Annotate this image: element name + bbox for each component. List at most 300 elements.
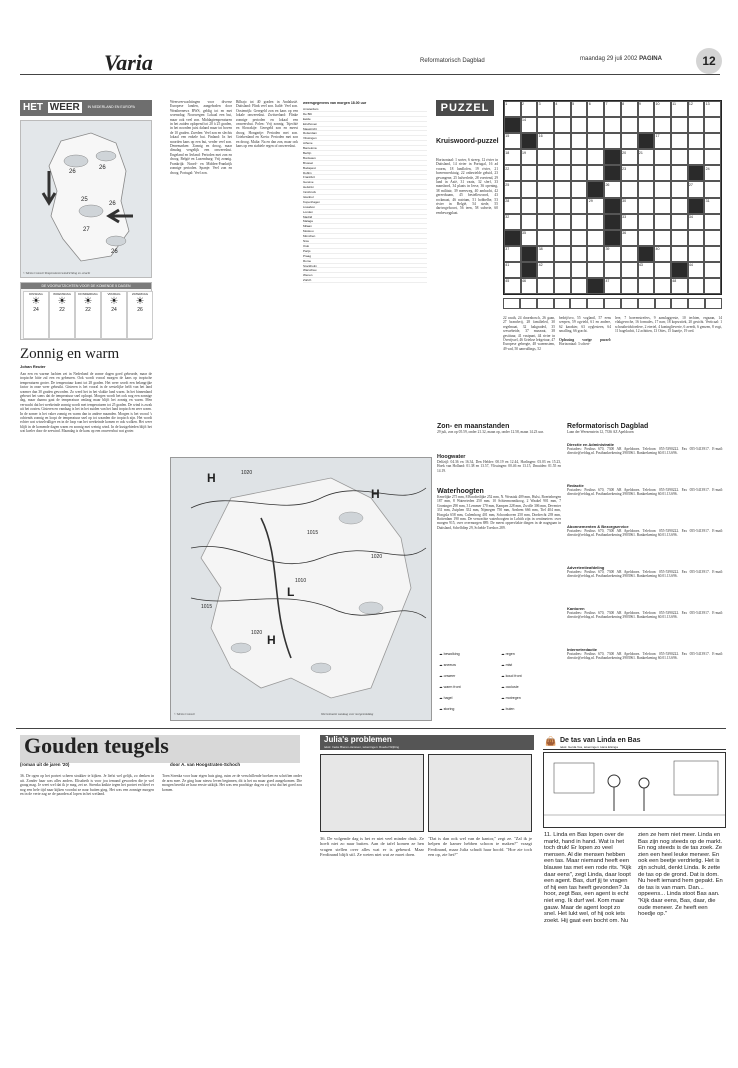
- table-cell: [407, 161, 427, 165]
- crossword-cell[interactable]: 19: [521, 149, 538, 165]
- city-name: Bordeaux: [303, 155, 316, 160]
- table-cell: [347, 195, 367, 199]
- weather-article-col2: Weersverwachtingen voor diverse Europese landen, aangeboden door Weathernews BWS, geldig tot en met woensdag: Noorwegen: Lokaal een bui, maar ook veel zon. Middagtemperaturen in het zuiden oplopend tot 20 à 25 graden, in het noorden juist daland maar tot boven de 10 graden. Zweden: Veel zon en slechts lokaal een enkele bui. Finland: In het noorden kans op een bui, verder veel zon. Denemarken: Zonnig en droog, maar dinsdag vergelijk een onweersbui. Engeland en Ierland: Perioden met zon en droog. België en Luxemburg: Vrij zonnig. Frankrijk: Noord- en Midden-Frankrijk zonnige perioden. Spanje: Veel zon en droog. Portugal: Veel zon.: [170, 100, 232, 175]
- crossword-cell[interactable]: 37: [504, 246, 521, 262]
- high-pressure-label: H: [371, 487, 380, 501]
- crossword-cell[interactable]: [638, 181, 655, 197]
- crossword-cell[interactable]: 36: [621, 230, 638, 246]
- crossword-cell[interactable]: [621, 246, 638, 262]
- crossword-cell[interactable]: 31: [704, 198, 721, 214]
- solution-cell[interactable]: [604, 298, 621, 309]
- crossword-cell[interactable]: [571, 133, 588, 149]
- table-cell: [367, 239, 387, 243]
- city-name: Stockholm: [303, 263, 318, 268]
- city-name: Barcelona: [303, 146, 317, 151]
- weather-symbol-icon: ☁: [439, 652, 444, 656]
- crossword-cell[interactable]: 27: [688, 181, 705, 197]
- crossword-cell[interactable]: [587, 181, 604, 197]
- city-name: Lissabon: [303, 204, 316, 209]
- legend-label: mist: [505, 663, 513, 667]
- crossword-cell[interactable]: 28: [504, 198, 521, 214]
- crossword-cell[interactable]: 2: [521, 101, 538, 117]
- table-cell: [367, 234, 387, 238]
- crossword-cell[interactable]: [521, 246, 538, 262]
- crossword-cell[interactable]: [688, 230, 705, 246]
- colophon-title: Reformatorisch Dagblad: [567, 423, 649, 430]
- crossword-cell[interactable]: 1: [504, 101, 521, 117]
- table-cell: [347, 234, 367, 238]
- table-cell: [407, 146, 427, 150]
- crossword-cell[interactable]: [571, 149, 588, 165]
- table-cell: [347, 244, 367, 248]
- crossword-cell[interactable]: 42: [537, 262, 554, 278]
- crossword-cell[interactable]: 21: [638, 149, 655, 165]
- table-cell: [407, 278, 427, 282]
- crossword-cell[interactable]: [704, 133, 721, 149]
- crossword-cell[interactable]: [654, 149, 671, 165]
- crossword-cell[interactable]: [554, 262, 571, 278]
- table-cell: [387, 136, 407, 140]
- crossword-cell[interactable]: [621, 133, 638, 149]
- page-number-badge: 12: [696, 48, 722, 74]
- crossword-cell[interactable]: 45: [504, 278, 521, 294]
- crossword-cell[interactable]: [638, 117, 655, 133]
- crossword-cell[interactable]: [654, 181, 671, 197]
- crossword-cell[interactable]: 25: [504, 181, 521, 197]
- table-cell: [347, 278, 367, 282]
- table-cell: [347, 131, 367, 135]
- solution-cell[interactable]: [638, 298, 655, 309]
- crossword-cell[interactable]: 6: [587, 101, 604, 117]
- crossword-cell[interactable]: [554, 133, 571, 149]
- crossword-cell[interactable]: [521, 133, 538, 149]
- crossword-cell[interactable]: 22: [504, 165, 521, 181]
- table-cell: [387, 127, 407, 131]
- crossword-cell[interactable]: 39: [604, 246, 621, 262]
- table-cell: [387, 117, 407, 121]
- crossword-cell[interactable]: [504, 117, 521, 133]
- crossword-cell[interactable]: 24: [704, 165, 721, 181]
- crossword-cell[interactable]: [521, 262, 538, 278]
- table-cell: [407, 156, 427, 160]
- crossword-cell[interactable]: [704, 278, 721, 294]
- city-name: Maastricht: [303, 126, 317, 131]
- table-cell: [367, 205, 387, 209]
- crossword-cell[interactable]: 20: [621, 149, 638, 165]
- crossword-cell[interactable]: [671, 214, 688, 230]
- serial-title: Gouden teugels: [24, 733, 169, 758]
- crossword-cell[interactable]: [671, 198, 688, 214]
- crossword-cell[interactable]: [671, 262, 688, 278]
- crossword-cell[interactable]: [587, 278, 604, 294]
- crossword-cell[interactable]: [571, 165, 588, 181]
- crossword-cell[interactable]: [537, 149, 554, 165]
- forecast-day-label: DINSDAG: [29, 292, 43, 296]
- crossword-cell[interactable]: [638, 165, 655, 181]
- table-cell: [347, 161, 367, 165]
- table-cell: [387, 268, 407, 272]
- crossword-cell[interactable]: [638, 214, 655, 230]
- crossword-cell[interactable]: 43: [638, 262, 655, 278]
- table-cell: [407, 175, 427, 179]
- table-cell: [407, 131, 427, 135]
- table-cell: [407, 190, 427, 194]
- crossword-cell[interactable]: [654, 278, 671, 294]
- crossword-cell[interactable]: [604, 198, 621, 214]
- sun-moon-text: 29 juli, zon op 05.59, onder 21.32, maan op, onder 12.58, maan 14.23 uur.: [437, 430, 544, 434]
- crossword-cell[interactable]: 7: [604, 101, 621, 117]
- table-cell: [367, 156, 387, 160]
- crossword-cell[interactable]: [521, 214, 538, 230]
- solution-cell[interactable]: [520, 298, 537, 309]
- solution-cell[interactable]: [705, 298, 722, 309]
- forecast-temp: 22: [85, 307, 91, 313]
- crossword-cell[interactable]: [604, 230, 621, 246]
- crossword-cell[interactable]: [638, 246, 655, 262]
- solution-cell[interactable]: [621, 298, 638, 309]
- crossword-grid[interactable]: [503, 100, 722, 295]
- crossword-cell[interactable]: [654, 117, 671, 133]
- puzzle-clues-col3: bedrijfsvo, 55 voglantl, 57 eens werpen, 59 ogvield, 61 en andere, 62 karakter, 63 oyglesteen, 64 smalling, 66 gracht. Oplossing vorige puzzel: Horizontaal: 3 schert-: [559, 316, 611, 347]
- crossword-cell[interactable]: [554, 181, 571, 197]
- crossword-cell[interactable]: [654, 214, 671, 230]
- table-cell: [407, 268, 427, 272]
- crossword-cell[interactable]: [688, 133, 705, 149]
- crossword-cell[interactable]: [621, 278, 638, 294]
- crossword-cell[interactable]: 13: [704, 101, 721, 117]
- table-cell: [387, 131, 407, 135]
- europe-map-graphic: [171, 458, 431, 720]
- linda-title: De tas van Linda en Bas: [560, 737, 641, 744]
- forecast-temp: 22: [59, 307, 65, 313]
- julia-subtitle: tekst: Ineke Bieren-Janssen, tekeningen: Ruedel Wijtling: [320, 745, 534, 750]
- legend-item: [439, 663, 456, 667]
- table-cell: [347, 200, 367, 204]
- weather-logo: [20, 100, 152, 116]
- table-cell: [367, 131, 387, 135]
- crossword-cell[interactable]: [704, 117, 721, 133]
- crossword-cell[interactable]: [654, 230, 671, 246]
- legend-label: hagel: [443, 696, 453, 700]
- weather-symbol-icon: ☁: [501, 685, 506, 689]
- crossword-cell[interactable]: [537, 117, 554, 133]
- crossword-cell[interactable]: [688, 246, 705, 262]
- crossword-cell[interactable]: [638, 230, 655, 246]
- legend-label: buien: [505, 707, 515, 711]
- crossword-cell[interactable]: [621, 262, 638, 278]
- crossword-cell[interactable]: [571, 262, 588, 278]
- crossword-cell[interactable]: [571, 117, 588, 133]
- crossword-cell[interactable]: 17: [654, 133, 671, 149]
- crossword-cell[interactable]: [537, 278, 554, 294]
- crossword-cell[interactable]: [604, 165, 621, 181]
- table-cell: [407, 254, 427, 258]
- crossword-cell[interactable]: [638, 198, 655, 214]
- legend-item: [501, 685, 519, 689]
- crossword-cell[interactable]: 18: [504, 149, 521, 165]
- crossword-cell[interactable]: [654, 198, 671, 214]
- crossword-cell[interactable]: [688, 149, 705, 165]
- city-name: Amsterdam: [303, 107, 319, 111]
- crossword-cell[interactable]: [587, 133, 604, 149]
- table-cell: [387, 239, 407, 243]
- crossword-cell[interactable]: [688, 165, 705, 181]
- weather-symbol-icon: ☁: [501, 674, 506, 678]
- map-temp: 27: [83, 227, 90, 233]
- table-cell: [367, 264, 387, 268]
- crossword-cell[interactable]: [604, 117, 621, 133]
- weather-headline: Zonnig en warm: [20, 346, 120, 362]
- table-cell: [367, 195, 387, 199]
- crossword-cell[interactable]: [571, 278, 588, 294]
- julia-comic-panel: [320, 754, 424, 832]
- isobar-value: 1020: [371, 554, 383, 560]
- crossword-cell[interactable]: [537, 198, 554, 214]
- table-cell: [407, 141, 427, 145]
- table-cell: [407, 215, 427, 219]
- weather-symbol-icon: ☁: [439, 696, 444, 700]
- crossword-cell[interactable]: 16: [537, 133, 554, 149]
- table-cell: [367, 185, 387, 189]
- weather-article-col3: Bilbajo tot 40 graden in Andalusië. Duitsland: Flink veel zon. Italië: Veel zon. Oostenrijk: Geregeld zon en kans op een lokale onweersbui. Zwitserland: Flinke zonnige perioden en lokaal een onweersbui. Polen: Vrij zonnig. Tsjechië en Slowakije: Geregeld zon en meest droog. Hongarije: Perioden met zon. Griekenland en Kreta: Perioden met zon en droog. Malta: Na en dan zon, maar ook kans op een stabiele regen of onweersbui.: [236, 100, 298, 149]
- crossword-cell[interactable]: 10: [654, 101, 671, 117]
- table-cell: [387, 161, 407, 165]
- weather-symbol-icon: ☁: [439, 674, 444, 678]
- crossword-cell[interactable]: [671, 149, 688, 165]
- solution-cell[interactable]: [655, 298, 672, 309]
- colophon-section-text: Postadres: Postbus 670, 7300 AR Apeldoorn. Telefoon: 055-5390222. Fax 055-5413917. E-mail: directie@refdag.nl. Postbankrekening 3903961. Bankrekening 60.01.13.696.: [567, 447, 723, 456]
- crossword-cell[interactable]: [587, 117, 604, 133]
- city-name: Budapest: [303, 165, 316, 170]
- table-cell: [347, 136, 367, 140]
- table-cell: [407, 136, 427, 140]
- crossword-cell[interactable]: [654, 262, 671, 278]
- crossword-cell[interactable]: 48: [671, 278, 688, 294]
- crossword-cell[interactable]: 12: [688, 101, 705, 117]
- legend-label: warm front: [443, 685, 461, 689]
- crossword-cell[interactable]: 47: [604, 278, 621, 294]
- table-cell: [367, 244, 387, 248]
- crossword-cell[interactable]: [554, 214, 571, 230]
- crossword-cell[interactable]: 38: [537, 246, 554, 262]
- crossword-cell[interactable]: [671, 117, 688, 133]
- table-cell: [347, 215, 367, 219]
- city-name: Milaan: [303, 224, 312, 229]
- crossword-cell[interactable]: [671, 246, 688, 262]
- table-cell: [367, 273, 387, 277]
- city-name: Madrid: [303, 214, 313, 219]
- crossword-cell[interactable]: [604, 214, 621, 230]
- crossword-cell[interactable]: [688, 278, 705, 294]
- crossword-cell[interactable]: [587, 230, 604, 246]
- table-cell: [367, 268, 387, 272]
- linda-text-col2: zien ze hem niet meer. Linda en Bas zijn nog steeds op de markt. En nog steeds is de tas zoek. Ze zien een heel leuke meneer. En ook een beetje verdrietig. Het is zijn schuld, denkt Linda. Ik zette de tas op de grond. Dat is dom. Nu heeft iemand hem gepakt. En de tas is van mam. Dan... oppeens... Linda stoot Bas aan. "Kijk daar eens, Bas, daar, die oude meneer. Ze heeft een hoedje op.": [638, 832, 723, 918]
- solution-cell[interactable]: [537, 298, 554, 309]
- crossword-cell[interactable]: [704, 181, 721, 197]
- crossword-cell[interactable]: 15: [504, 133, 521, 149]
- table-cell: [347, 268, 367, 272]
- table-cell: [387, 244, 407, 248]
- solution-cell[interactable]: [503, 298, 520, 309]
- hoogwater-text: Delfzijl: 04.36 en 16.34, Den Helder: 00.19 en 12.44, Harlingen: 03.03 en 15.23, Hoek van Holland: 01.38 en 13.57, Vlissingen: 00.46 en 13.15, IJmuiden: 01.55 en 14.19.: [437, 460, 561, 473]
- solution-cell[interactable]: [554, 298, 571, 309]
- table-cell: [367, 146, 387, 150]
- table-cell: [367, 127, 387, 131]
- crossword-cell[interactable]: [587, 165, 604, 181]
- crossword-cell[interactable]: [688, 198, 705, 214]
- table-cell: [387, 224, 407, 228]
- crossword-cell[interactable]: [654, 165, 671, 181]
- crossword-cell[interactable]: [671, 133, 688, 149]
- colophon-section-title: Redactie: [567, 483, 584, 488]
- crossword-cell[interactable]: 23: [621, 165, 638, 181]
- table-cell: [387, 215, 407, 219]
- tide-title: Waterhoogten: [437, 488, 484, 495]
- city-name: Wenen: [303, 273, 313, 278]
- crossword-cell[interactable]: [604, 262, 621, 278]
- table-cell: [347, 185, 367, 189]
- solution-cell[interactable]: [688, 298, 705, 309]
- crossword-cell[interactable]: 41: [504, 262, 521, 278]
- crossword-cell[interactable]: [554, 165, 571, 181]
- crossword-cell[interactable]: 46: [521, 278, 538, 294]
- crossword-cell[interactable]: 35: [521, 230, 538, 246]
- crossword-cell[interactable]: 11: [671, 101, 688, 117]
- crossword-cell[interactable]: [571, 246, 588, 262]
- city-name: Moskou: [303, 229, 314, 234]
- julia-banner: Julia's problemen: [320, 735, 534, 749]
- crossword-cell[interactable]: [521, 165, 538, 181]
- city-name: Berlijn: [303, 151, 312, 155]
- solution-cell[interactable]: [671, 298, 688, 309]
- map-temp: 26: [109, 201, 116, 207]
- crossword-cell[interactable]: [571, 181, 588, 197]
- table-cell: [347, 254, 367, 258]
- crossword-cell[interactable]: 40: [654, 246, 671, 262]
- crossword-cell[interactable]: [704, 230, 721, 246]
- city-name: De Bilt: [303, 111, 312, 116]
- crossword-cell[interactable]: [537, 230, 554, 246]
- crossword-cell[interactable]: [638, 133, 655, 149]
- weather-logo-sub: IN NEDERLAND EN EUROPA: [87, 105, 135, 110]
- colophon-section-text: Postadres: Postbus 670, 7300 AR Apeldoorn. Telefoon: 055-5390222. Fax 055-5413917. E-mail: directie@refdag.nl. Postbankrekening 3903961. Bankrekening 60.01.13.696.: [567, 529, 723, 538]
- crossword-cell[interactable]: 32: [504, 214, 521, 230]
- table-cell: [407, 205, 427, 209]
- crossword-cell[interactable]: [621, 117, 638, 133]
- crossword-cell[interactable]: [571, 230, 588, 246]
- crossword-cell[interactable]: [688, 117, 705, 133]
- crossword-cell[interactable]: 34: [688, 214, 705, 230]
- crossword-cell[interactable]: [621, 181, 638, 197]
- crossword-cell[interactable]: [554, 246, 571, 262]
- crossword-cell[interactable]: [571, 214, 588, 230]
- crossword-cell[interactable]: [504, 230, 521, 246]
- crossword-cell[interactable]: [587, 149, 604, 165]
- crossword-cell[interactable]: [604, 149, 621, 165]
- table-cell: [407, 195, 427, 199]
- crossword-cell[interactable]: 3: [537, 101, 554, 117]
- forecast-day: [127, 291, 153, 339]
- crossword-cell[interactable]: 8: [621, 101, 638, 117]
- map-temp: 26: [111, 249, 118, 255]
- crossword-cell[interactable]: [671, 230, 688, 246]
- table-cell: [387, 141, 407, 145]
- crossword-cell[interactable]: [554, 198, 571, 214]
- crossword-cell[interactable]: [521, 181, 538, 197]
- isobar-value: 1015: [307, 530, 319, 536]
- crossword-cell[interactable]: 5: [571, 101, 588, 117]
- crossword-cell[interactable]: [704, 214, 721, 230]
- solution-cell[interactable]: [587, 298, 604, 309]
- table-cell: [407, 166, 427, 170]
- crossword-cell[interactable]: [537, 165, 554, 181]
- serial-col1: 36. De ogen op het portret scheen strakker te kijken. Je liefst wel gelijk, zo denken in uit. Zonder haar was alles anders. Elisabeth is voor jou iemand geworden die je wel graag mag. Je weet wel dat ik je mag, zei ze. Strenka knikte tegen het portret en bleef er nog een hele tijd naar kijken voordat ze naar buiten ging. Het was een zonnige morgen en in de verte zag ze de paarden al lopen in het weiland.: [20, 774, 154, 797]
- crossword-cell[interactable]: [671, 181, 688, 197]
- table-cell: [387, 273, 407, 277]
- crossword-cell[interactable]: [587, 246, 604, 262]
- sun-moon-box: [437, 423, 561, 613]
- table-cell: [387, 210, 407, 214]
- crossword-cell[interactable]: [704, 246, 721, 262]
- sun-icon: ☀: [83, 296, 93, 307]
- table-cell: [387, 190, 407, 194]
- table-cell: [387, 219, 407, 223]
- solution-cell[interactable]: [570, 298, 587, 309]
- forecast-day: [75, 291, 101, 339]
- crossword-cell[interactable]: [671, 165, 688, 181]
- crossword-cell[interactable]: 26: [604, 181, 621, 197]
- crossword-cell[interactable]: 30: [621, 198, 638, 214]
- table-cell: [407, 264, 427, 268]
- crossword-cell[interactable]: 4: [554, 101, 571, 117]
- crossword-cell[interactable]: [537, 214, 554, 230]
- table-cell: [387, 175, 407, 179]
- crossword-cell[interactable]: [554, 149, 571, 165]
- table-cell: [387, 200, 407, 204]
- weather-symbol-icon: ☁: [501, 652, 506, 656]
- table-cell: [347, 112, 367, 116]
- crossword-cell[interactable]: [554, 230, 571, 246]
- crossword-cell[interactable]: 14: [521, 117, 538, 133]
- crossword-cell[interactable]: [571, 198, 588, 214]
- linda-illustration: [544, 753, 725, 827]
- crossword-cell[interactable]: [704, 262, 721, 278]
- crossword-cell[interactable]: 29: [587, 198, 604, 214]
- serial-subtitle-left: (roman uit de jaren '20): [20, 762, 70, 767]
- table-cell: [387, 259, 407, 263]
- city-name: Praag: [303, 253, 312, 258]
- crossword-cell[interactable]: 44: [688, 262, 705, 278]
- crossword-cell[interactable]: [704, 149, 721, 165]
- table-cell: [367, 278, 387, 282]
- legend-item: [501, 674, 522, 678]
- crossword-cell[interactable]: [604, 133, 621, 149]
- crossword-cell[interactable]: [537, 181, 554, 197]
- crossword-cell[interactable]: [521, 198, 538, 214]
- crossword-cell[interactable]: [554, 117, 571, 133]
- table-cell: [347, 249, 367, 253]
- crossword-cell[interactable]: 33: [621, 214, 638, 230]
- colophon-section-text: Postadres: Postbus 670, 7300 AR Apeldoorn. Telefoon: 055-5390222. Fax 055-5413917. E-mail: directie@refdag.nl. Postbankrekening 3903961. Bankrekening 60.01.13.696.: [567, 570, 723, 579]
- crossword-cell[interactable]: 9: [638, 101, 655, 117]
- crossword-cell[interactable]: [638, 278, 655, 294]
- crossword-cell[interactable]: [587, 214, 604, 230]
- sun-icon: ☀: [57, 296, 67, 307]
- crossword-cell[interactable]: [587, 262, 604, 278]
- table-cell: [367, 259, 387, 263]
- city-name: Rome: [303, 258, 312, 263]
- crossword-cell[interactable]: [554, 278, 571, 294]
